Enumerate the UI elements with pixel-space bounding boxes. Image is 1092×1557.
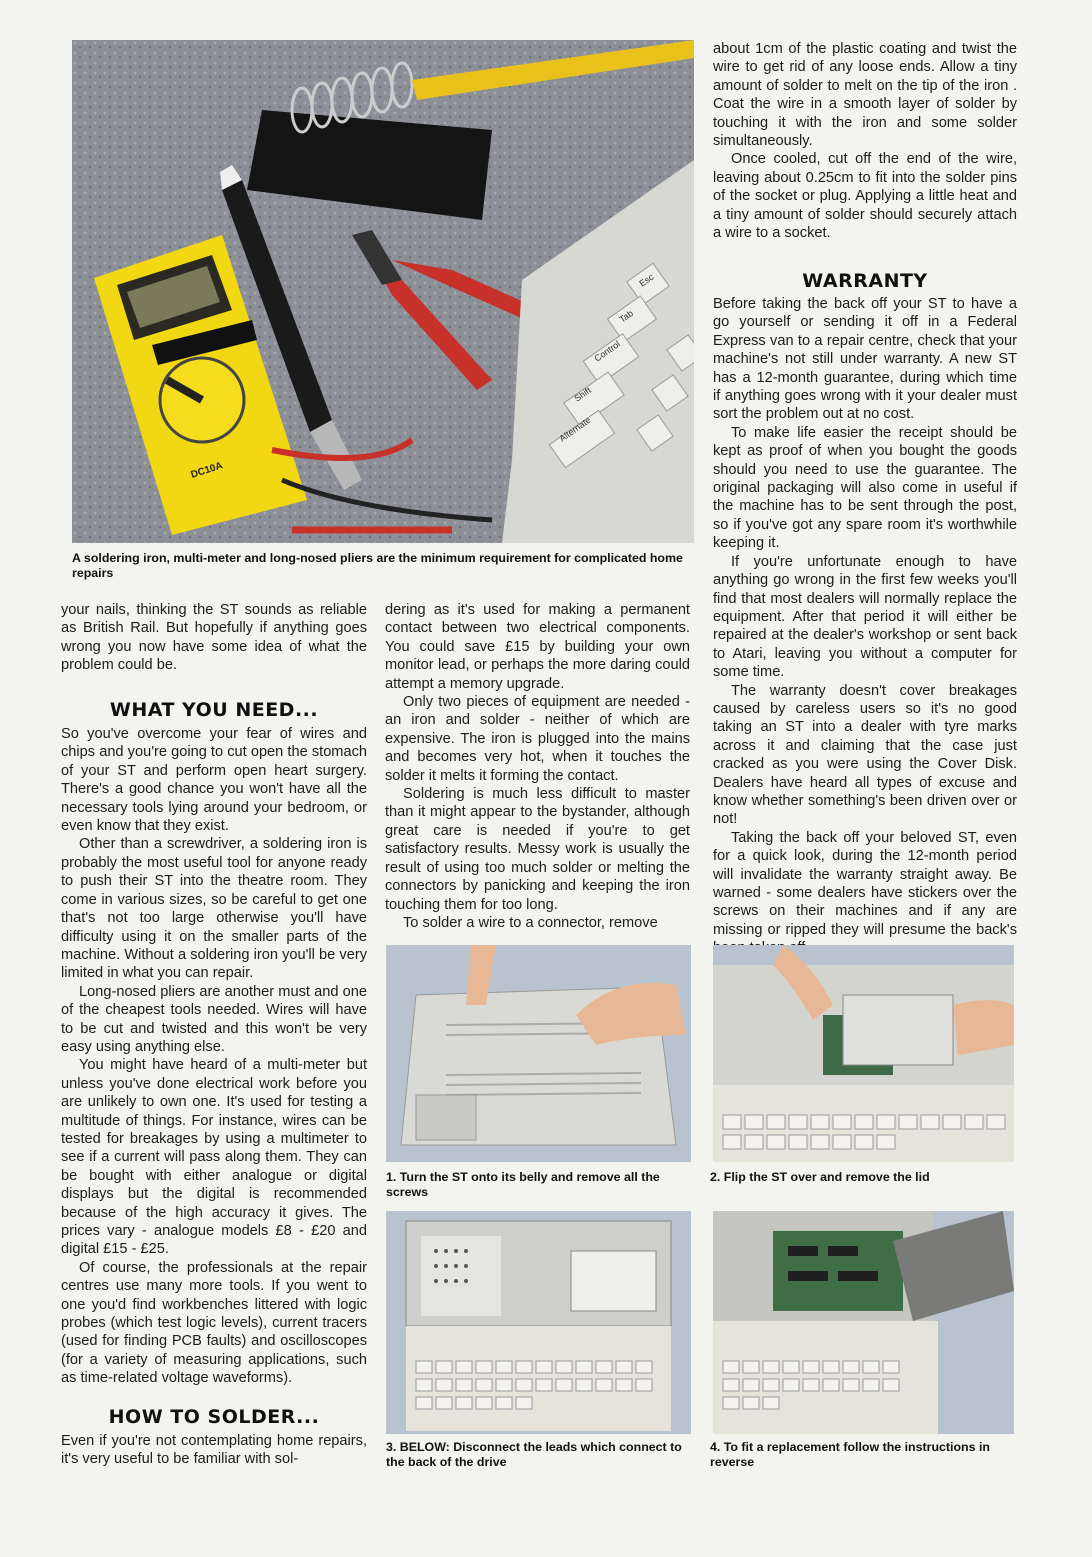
- step-1-photo: [386, 945, 691, 1162]
- main-photo-caption: A soldering iron, multi-meter and long-nosed pliers are the minimum requirement for complicated home repairs: [72, 551, 683, 580]
- right-column-top: [713, 40, 1017, 242]
- paragraph: about 1cm of the plastic coating and twist the wire to get rid of any loose ends. Allow a tiny amount of solder to melt on the tip of the iron . Coat the wire in a smooth layer of solder by touching it with the iron and some solder simultaneously.: [713, 41, 1017, 150]
- paragraph: To solder a wire to a connector, remove: [403, 914, 658, 931]
- paragraph: Of course, the professionals at the repair centres use many more tools. If you went to one you'd find workbenches littered with logic probes (which test logic levels), current tracers (used for finding PCB faults) and oscilloscopes (for a variety of measuring applications, such as time-related voltage waveforms).: [61, 1259, 367, 1387]
- paragraph: Before taking the back off your ST to have a go yourself or sending it off in a Federal Express van to a repair centre, check that your machine's not still under warranty. A new ST has a 12-month guarantee, during which time if anything goes wrong with it your dealer must sort the problem out at no cost.: [713, 296, 1017, 423]
- paragraph: Taking the back off your beloved ST, even for a quick look, during the 12-month period will invalidate the warranty straight away. Be warned - some dealers have stickers over the screws on their machines and if any are missing or ripped they will presume the back's: [713, 829, 1017, 938]
- middle-column: [385, 601, 690, 932]
- warranty-body: [713, 295, 1017, 958]
- paragraph: You might have heard of a multi-meter but unless you've done electrical work before you are unlikely to own one. It's used for testing a multitude of things. For instance, wires can be tested for breakages by using a multimeter to see if a current will pass along them. They can be bought with either analogue or digital displays but the digital is recommended because of the high accuracy it gives. The prices vary - analogue models £8 - £20 and digital £15 - £25.: [61, 1057, 367, 1258]
- paragraph: So you've overcome your fear of wires and chips and you're going to cut open the stomach of your ST and perform open heart surgery. There's a good chance you won't have all the necessary tools lying around your bedroom, or even know that they exist.: [61, 726, 367, 835]
- paragraph: The warranty doesn't cover breakages caused by careless users so it's no good taking an ST into a dealer with tyre marks across it and claiming that the case just cracked as you were using the Cover Disk. Dealers have heard all types of excuse and know whether something's been driven over or not!: [713, 682, 1017, 828]
- step-2-caption: 2. Flip the ST over and remove the lid: [710, 1170, 930, 1184]
- tools-photo-illustration: [72, 40, 694, 543]
- step-4-photo: [713, 1211, 1014, 1434]
- paragraph: Once cooled, cut off the end of the wire, leaving about 0.25cm to fit into the solder pins of the socket or plug. Applying a little heat and a tiny amount of solder should securely attach a wire to a socket.: [713, 151, 1017, 242]
- meter-label: DC10A: [189, 460, 225, 481]
- warranty-heading: WARRANTY: [802, 270, 928, 292]
- paragraph: Only two pieces of equipment are needed - an iron and solder - neither of which are expensive. The iron is plugged into the mains and becomes very hot, when it touches the solder it melts it forming the contact.: [385, 694, 690, 784]
- paragraph: Long-nosed pliers are another must and one of the cheapest tools needed. Wires will have to be cut and twisted and this won't be very easy using anything else.: [61, 983, 367, 1055]
- key-shift-label: Shift: [572, 385, 593, 404]
- what-you-need-heading: WHAT YOU NEED...: [109, 698, 319, 721]
- left-column: [61, 601, 367, 1469]
- key-esc-label: Esc: [637, 271, 656, 289]
- step-1-caption: 1. Turn the ST onto its belly and remove all the screws: [386, 1170, 660, 1199]
- paragraph: If you're unfortunate enough to have anything go wrong in the first few weeks you'll find that most dealers will normally replace the equipment. After that period it will either be repaired at the dealer's workshop or sent back to Atari, leaving you without a computer for some time.: [713, 553, 1017, 681]
- paragraph: Other than a screwdriver, a soldering iron is probably the most useful tool for anyone ready to push their ST into the theatre room. They come in various sizes, so be careful to get one that's not too large otherwise you'll have difficulty using it on the smaller parts of the machine. Without a soldering iron you'll be very limited in what you can repair.: [61, 836, 367, 982]
- paragraph: To make life easier the receipt should be kept as proof of when you bought the goods should you need to use the guarantee. The original packaging will also come in useful if the machine has to be sent through the post, so if you've got any spare room it's worthwhile keeping it.: [713, 424, 1017, 552]
- how-to-solder-heading: HOW TO SOLDER...: [108, 1405, 320, 1428]
- step-2-photo: [713, 945, 1014, 1162]
- key-control-label: Control: [592, 338, 622, 364]
- key-tab-label: Tab: [617, 308, 636, 325]
- paragraph: Soldering is much less difficult to master than it might appear to the bystander, although great care is needed if you're to get satisfactory results. Messy work is usually the result of using too much solder or melting the connectors by panicking and keeping the iron touching them for too long.: [385, 786, 690, 913]
- paragraph: dering as it's used for making a permanent contact between two electrical components. You could save £15 by building your own monitor lead, or perhaps the more daring could attempt a memory upgrade.: [385, 602, 690, 692]
- key-alternate-label: Alternate: [557, 414, 593, 444]
- step-3-photo: [386, 1211, 691, 1434]
- step-4-caption: 4. To fit a replacement follow the instructions in reverse: [710, 1440, 990, 1469]
- main-photo: [72, 40, 694, 543]
- step-3-caption: 3. BELOW: Disconnect the leads which connect to the back of the drive: [386, 1440, 682, 1469]
- paragraph: your nails, thinking the ST sounds as reliable as British Rail. But hopefully if anything goes wrong you now have some idea of what the problem could be.: [61, 602, 367, 674]
- paragraph: Even if you're not contemplating home repairs, it's very useful to be familiar with sol-: [61, 1433, 367, 1468]
